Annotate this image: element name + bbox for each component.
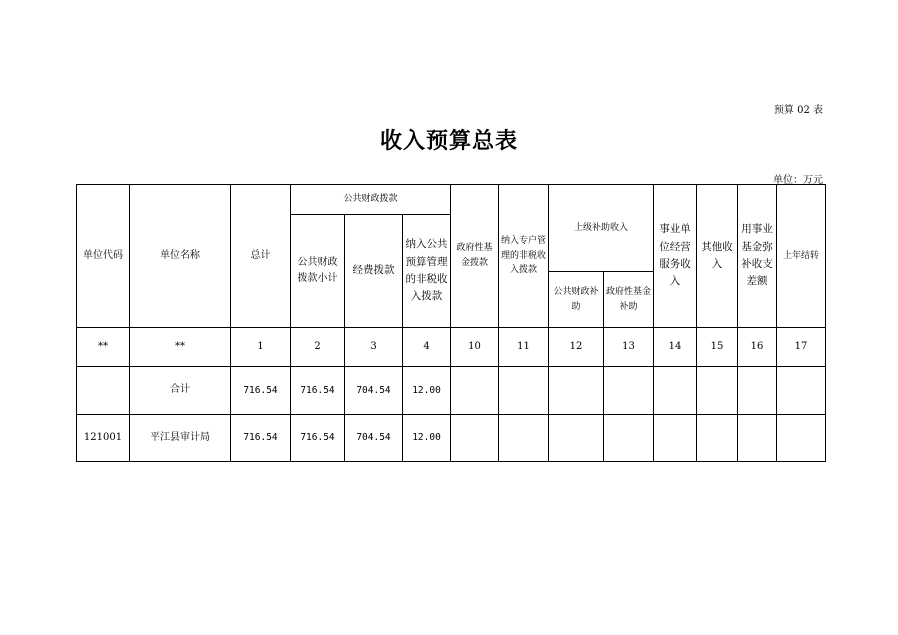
cell-empty <box>777 367 826 415</box>
cell-empty <box>654 367 697 415</box>
index-cell: 3 <box>345 328 403 367</box>
cell-empty <box>451 415 499 462</box>
index-cell: 11 <box>499 328 549 367</box>
header-last-year-balance: 上年结转 <box>777 185 826 328</box>
header-fund-make-up: 用事业基金弥补收支差额 <box>738 185 777 328</box>
index-cell: 14 <box>654 328 697 367</box>
index-cell: 12 <box>549 328 604 367</box>
index-cell: 1 <box>231 328 291 367</box>
header-public-fiscal: 公共财政拨款 <box>291 185 451 215</box>
index-cell: 4 <box>403 328 451 367</box>
header-public-fiscal-subsidy: 公共财政补助 <box>549 272 604 328</box>
cell-empty <box>654 415 697 462</box>
index-cell: 17 <box>777 328 826 367</box>
index-cell: 16 <box>738 328 777 367</box>
header-superior-subsidy: 上级补助收入 <box>549 185 654 272</box>
cell-empty <box>604 415 654 462</box>
index-cell: ** <box>130 328 231 367</box>
cell-empty <box>549 415 604 462</box>
cell-empty <box>499 415 549 462</box>
header-unit-code: 单位代码 <box>77 185 130 328</box>
header-business-income: 事业单位经营服务收入 <box>654 185 697 328</box>
header-gov-fund-subsidy: 政府性基金补助 <box>604 272 654 328</box>
cell-empty <box>604 367 654 415</box>
cell-empty <box>738 415 777 462</box>
cell-empty <box>697 415 738 462</box>
cell-non-tax-in-public: 12.00 <box>403 415 451 462</box>
cell-unit-name: 合计 <box>130 367 231 415</box>
cell-empty <box>549 367 604 415</box>
cell-public-fiscal-subtotal: 716.54 <box>291 415 345 462</box>
cell-total: 716.54 <box>231 415 291 462</box>
index-cell: 2 <box>291 328 345 367</box>
index-cell: 10 <box>451 328 499 367</box>
cell-unit-code <box>77 367 130 415</box>
index-cell: 15 <box>697 328 738 367</box>
cell-empty <box>697 367 738 415</box>
cell-operating-allocation: 704.54 <box>345 415 403 462</box>
cell-empty <box>738 367 777 415</box>
header-public-fiscal-subtotal: 公共财政拨款小计 <box>291 215 345 328</box>
header-other-income: 其他收入 <box>697 185 738 328</box>
table-row <box>77 367 826 415</box>
page-title: 收入预算总表 <box>379 129 518 154</box>
header-non-tax-special: 纳入专户管理的非税收入拨款 <box>499 185 549 328</box>
cell-total: 716.54 <box>231 367 291 415</box>
table-number: 预算 02 表 <box>773 105 823 116</box>
cell-operating-allocation: 704.54 <box>345 367 403 415</box>
header-non-tax-in-public: 纳入公共预算管理的非税收入拨款 <box>403 215 451 328</box>
cell-unit-name: 平江县审计局 <box>130 415 231 462</box>
index-row <box>77 328 826 367</box>
table-row <box>77 415 826 462</box>
cell-empty <box>451 367 499 415</box>
revenue-budget-table <box>76 184 826 462</box>
header-unit-name: 单位名称 <box>130 185 231 328</box>
index-cell: 13 <box>604 328 654 367</box>
index-cell: ** <box>77 328 130 367</box>
header-operating-allocation: 经费拨款 <box>345 215 403 328</box>
header-gov-fund: 政府性基金拨款 <box>451 185 499 328</box>
cell-public-fiscal-subtotal: 716.54 <box>291 367 345 415</box>
header-total: 总计 <box>231 185 291 328</box>
unit-label: 单位：万元 <box>773 175 823 186</box>
cell-unit-code: 121001 <box>77 415 130 462</box>
cell-empty <box>499 367 549 415</box>
cell-empty <box>777 415 826 462</box>
cell-non-tax-in-public: 12.00 <box>403 367 451 415</box>
